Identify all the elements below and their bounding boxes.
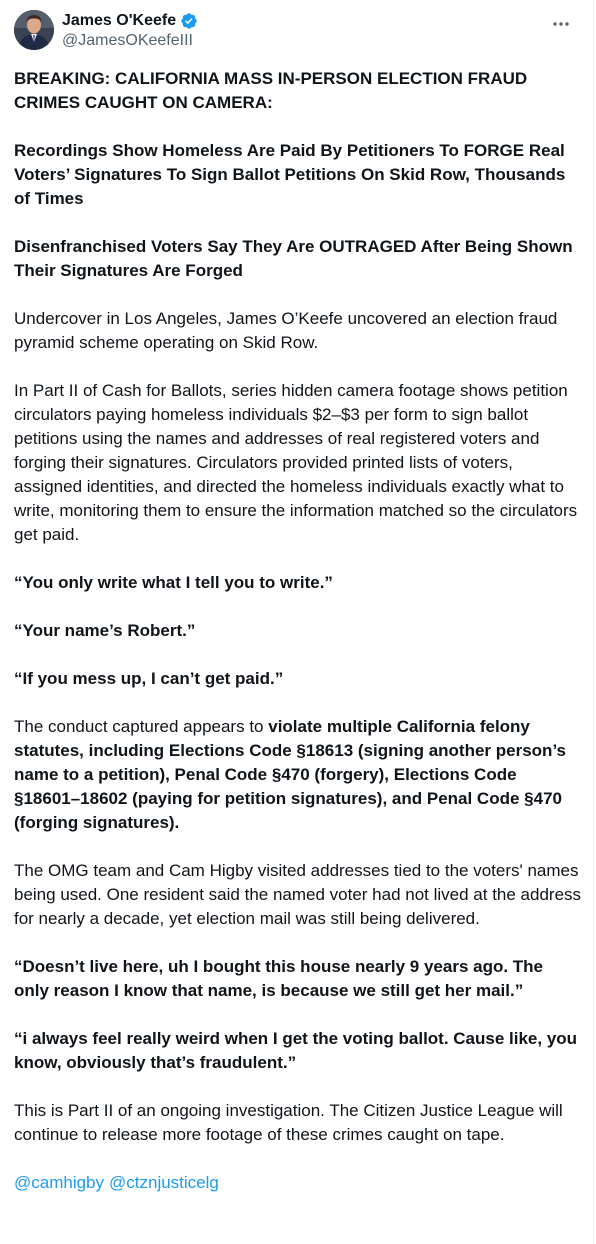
body-text: The OMG team and Cam Higby visited addresses tied to the voters' names being used. One resident said the named voter had not lived at the address for nearly a decade, yet election mail was still being delivered.: [14, 861, 582, 928]
bold-text: “i always feel really weird when I get the voting ballot. Cause like, you know, obviously that’s fraudulent.”: [14, 1029, 578, 1072]
post-paragraph: [14, 619, 582, 643]
bold-text: Recordings Show Homeless Are Paid By Petitioners To FORGE Real Voters’ Signatures To Sign Ballot Petitions On Skid Row, Thousands of Times: [14, 141, 566, 208]
more-options-icon[interactable]: [549, 12, 573, 36]
body-text: The conduct captured appears to: [14, 717, 269, 736]
author-handle[interactable]: @JamesOKeefeIII: [62, 32, 193, 49]
author-avatar[interactable]: [14, 10, 54, 50]
bold-text: “Your name’s Robert.”: [14, 621, 196, 640]
post-paragraph: [14, 859, 582, 931]
post-text: [14, 67, 582, 1195]
bold-text: BREAKING: CALIFORNIA MASS IN-PERSON ELECTION FRAUD CRIMES CAUGHT ON CAMERA:: [14, 69, 528, 112]
post-paragraph: [14, 67, 582, 115]
mention-link[interactable]: @camhigby: [14, 1173, 105, 1192]
body-text: In Part II of Cash for Ballots, series hidden camera footage shows petition circulators paying homeless individuals $2–$3 per form to sign ballot petitions using the names and addresses of real registered voters and forging their signatures. Circulators provided printed lists of voters, assigned identities, and directed the homeless individuals exactly what to write, monitoring them to ensure the information matched so the circulators get paid.: [14, 381, 578, 544]
bold-text: Disenfranchised Voters Say They Are OUTRAGED After Being Shown Their Signatures Are Forged: [14, 237, 573, 280]
mentions-row: [14, 1171, 582, 1195]
bold-text: “If you mess up, I can’t get paid.”: [14, 669, 284, 688]
post-paragraph: [14, 667, 582, 691]
bold-text: “Doesn’t live here, uh I bought this house nearly 9 years ago. The only reason I know that name, is because we still get her mail.”: [14, 957, 544, 1000]
bold-text: violate multiple California felony statutes, including Elections Code §18613 (signing another person’s name to a petition), Penal Code §470 (forgery), Elections Code §18601–18602 (paying for petition signatures), and Penal Code §470 (forging signatures).: [14, 717, 566, 832]
post-paragraph: [14, 1027, 582, 1075]
bold-text: “You only write what I tell you to write.”: [14, 573, 333, 592]
post-paragraph: [14, 235, 582, 283]
body-text: This is Part II of an ongoing investigation. The Citizen Justice League will continue to release more footage of these crimes caught on tape.: [14, 1101, 563, 1144]
post-paragraph: [14, 379, 582, 547]
post-paragraph: [14, 307, 582, 355]
post-paragraph: [14, 1099, 582, 1147]
post-header: [14, 10, 579, 54]
author-display-name[interactable]: James O'Keefe: [62, 12, 177, 29]
verified-badge-icon: [180, 12, 198, 30]
post-paragraph: [14, 955, 582, 1003]
author-info: [62, 11, 198, 51]
post-paragraph: [14, 139, 582, 211]
mention-link[interactable]: @ctznjusticelg: [109, 1173, 219, 1192]
post-paragraph: [14, 715, 582, 835]
body-text: Undercover in Los Angeles, James O’Keefe uncovered an election fraud pyramid scheme operating on Skid Row.: [14, 309, 558, 352]
post-paragraph: [14, 571, 582, 595]
